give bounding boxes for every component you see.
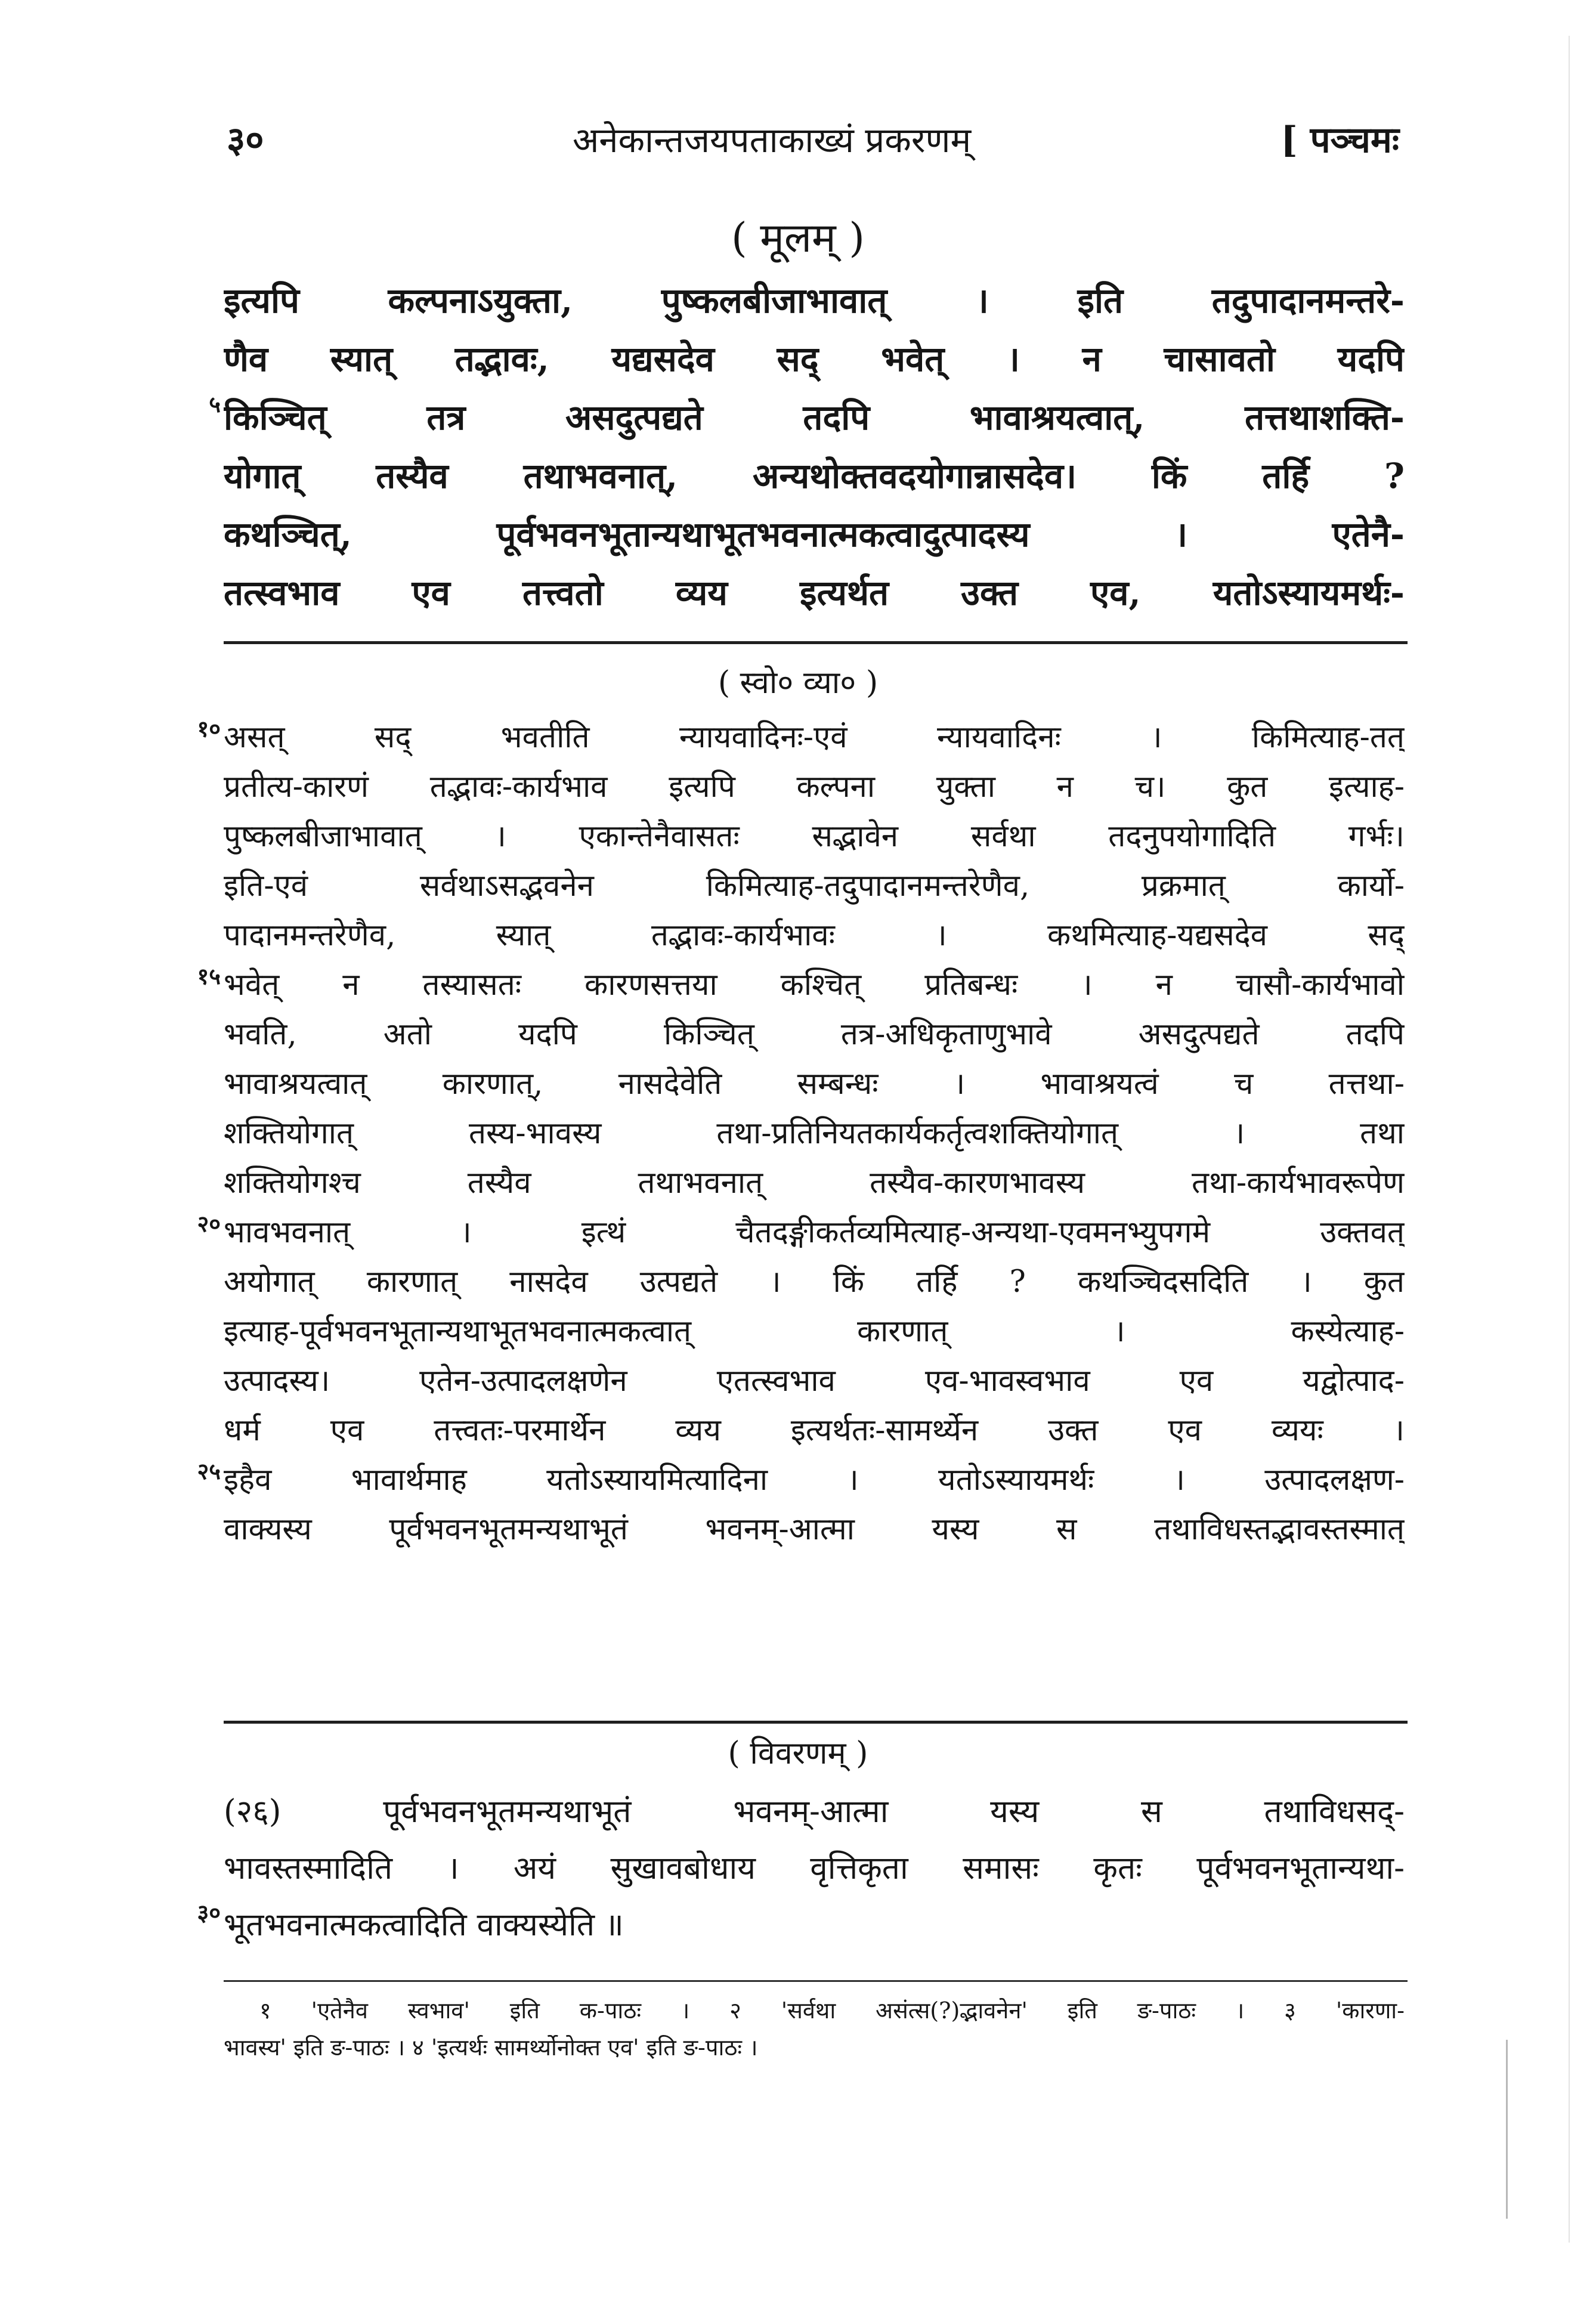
line-number: २० (197, 1210, 221, 1237)
line-text: शक्तियोगात् तस्य-भावस्य तथा-प्रतिनियतकार्यकर्तृत्वशक्तियोगात् । तथा (224, 1116, 1405, 1151)
commentary-heading: ( स्वो० व्या० ) (717, 665, 879, 701)
line-text: वाक्यस्य पूर्वभवनभूतमन्यथाभूतं भवनम्-आत्मा यस्य स तथाविधस्तद्भावस्तस्मात् (224, 1512, 1405, 1547)
line-text: शक्तियोगश्च तस्यैव तथाभवनात् तस्यैव-कारणभावस्य तथा-कार्यभावरूपेण (224, 1165, 1405, 1201)
line-number: २५ (197, 1458, 221, 1484)
section-divider (224, 1721, 1408, 1724)
line-text: धर्म एव तत्त्वतः-परमार्थेन व्यय इत्यर्थतः-सामर्थ्येन उक्त एव व्ययः । (224, 1413, 1405, 1448)
section-divider (224, 641, 1408, 644)
line-text: भवति, अतो यदपि किञ्चित् तत्र-अधिकृताणुभावे असदुत्पद्यते तदपि (224, 1017, 1405, 1052)
line-text: अयोगात् कारणात् नासदेव उत्पद्यते । किं तर्हि ? कथञ्चिदसदिति । कुत (224, 1264, 1405, 1300)
line-text: भावाश्रयत्वात् कारणात्, नासदेवेति सम्बन्धः । भावाश्रयत्वं च तत्तथा- (224, 1066, 1405, 1102)
line-text: इत्याह-पूर्वभवनभूतान्यथाभूतभवनात्मकत्वात् कारणात् । कस्येत्याह- (224, 1314, 1405, 1349)
line-text: इहैव भावार्थमाह यतोऽस्यायमित्यादिना । यतोऽस्यायमर्थः । उत्पादलक्षण- (224, 1462, 1405, 1498)
line-text: भवेत् न तस्यासतः कारणसत्तया कश्चित् प्रतिबन्धः । न चासौ-कार्यभावो (224, 967, 1405, 1003)
line-text: पादानमन्तरेणैव, स्यात् तद्भावः-कार्यभावः । कथमित्याह-यद्यसदेव सद् (224, 918, 1405, 953)
line-number: १५ (197, 963, 221, 989)
line-text: उत्पादस्य। एतेन-उत्पादलक्षणेन एतत्स्वभाव एव-भावस्वभाव एव यद्वोत्पाद- (224, 1363, 1405, 1399)
footnote-divider (224, 1980, 1408, 1982)
running-title: अनेकान्तजयपताकाख्यं प्रकरणम् (573, 120, 972, 160)
chapter-marker: [ पञ्चमः (1280, 119, 1399, 161)
line-text: असत् सद् भवतीति न्यायवादिनः-एवं न्यायवादिनः । किमित्याह-तत् (224, 720, 1405, 755)
line-text: णैव स्यात् तद्भावः, यद्यसदेव सद् भवेत् । न चासावतो यदपि (224, 339, 1405, 379)
line-text: किञ्चित् तत्र असदुत्पद्यते तदपि भावाश्रयत्वात्, तत्तथाशक्ति- (224, 397, 1405, 438)
line-text: पुष्कलबीजाभावात् । एकान्तेनैवासतः सद्भावेन सर्वथा तदनुपयोगादिति गर्भः। (224, 819, 1405, 854)
line-text: इत्यपि कल्पनाऽयुक्ता, पुष्कलबीजाभावात् । इति तदुपादानमन्तरे- (224, 280, 1405, 321)
line-text: भावभवनात् । इत्थं चैतदङ्गीकर्तव्यमित्याह-अन्यथा-एवमनभ्युपगमे उक्तवत् (224, 1215, 1405, 1250)
line-text: इति-एवं सर्वथाऽसद्भवनेन किमित्याह-तदुपादानमन्तरेणैव, प्रक्रमात् कार्यो- (224, 868, 1405, 904)
line-text: तत्स्वभाव एव तत्त्वतो व्यय इत्यर्थत उक्त एव, यतोऽस्यायमर्थः- (224, 573, 1405, 613)
line-text: (२६) पूर्वभवनभूतमन्यथाभूतं भवनम्-आत्मा यस्य स तथाविधसद्- (224, 1793, 1405, 1830)
footnote-text: १ 'एतेनैव स्वभाव' इति क-पाठः । २ 'सर्वथा असंत्स(?)द्भावनेन' इति ङ-पाठः । ३ 'कारणा- (259, 1997, 1405, 2024)
scan-artifact (1506, 2040, 1508, 2219)
line-text: प्रतीत्य-कारणं तद्भावः-कार्यभाव इत्यपि कल्पना युक्ता न च। कुत इत्याह- (224, 769, 1405, 805)
line-number: १० (197, 715, 221, 742)
footnote-text: भावस्य' इति ङ-पाठः । ४ 'इत्यर्थः सामर्थ्योनोक्त एव' इति ङ-पाठः । (224, 2034, 758, 2061)
line-text: भूतभवनात्मकत्वादिति वाक्यस्येति ॥ (224, 1907, 624, 1943)
vivarana-heading: ( विवरणम् ) (728, 1736, 868, 1771)
line-number: ५ (209, 391, 221, 417)
line-number: ३० (197, 1899, 221, 1926)
line-text: योगात् तस्यैव तथाभवनात्, अन्यथोक्तवदयोगान्नासदेव। किं तर्हि ? (224, 456, 1405, 496)
line-text: भावस्तस्मादिति । अयं सुखावबोधाय वृत्तिकृता समासः कृतः पूर्वभवनभूतान्यथा- (224, 1850, 1405, 1886)
mula-heading: ( मूलम् ) (731, 215, 865, 262)
scan-artifact (1569, 36, 1570, 2243)
line-text: कथञ्चित्, पूर्वभवनभूतान्यथाभूतभवनात्मकत्वादुत्पादस्य । एतेनै- (224, 514, 1405, 555)
page-number: ३० (227, 119, 264, 161)
